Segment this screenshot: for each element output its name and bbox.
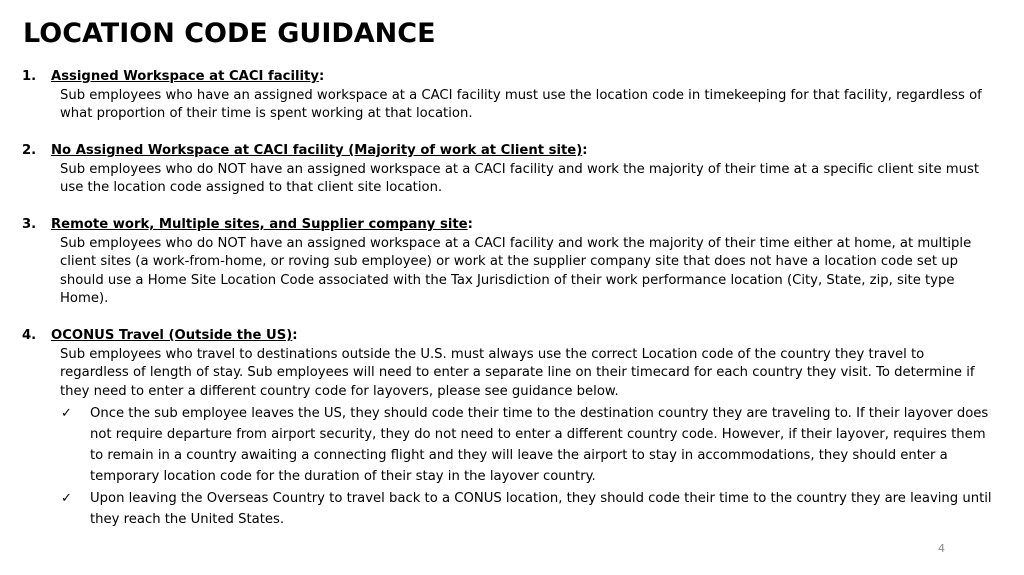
item-title-colon: : [467, 217, 473, 232]
item-title: Assigned Workspace at CACI facility [51, 69, 319, 84]
guidance-item-3 [22, 216, 992, 309]
item-body: Sub employees who have an assigned workspace at a CACI facility must use the location code in timekeeping for that facility, regardless of what proportion of their time is spent working at that location. [60, 87, 982, 121]
item-title: OCONUS Travel (Outside the US) [51, 328, 293, 343]
item-title-colon: : [318, 69, 325, 84]
sub-bullet [60, 488, 992, 530]
item-number: 1. [22, 69, 37, 84]
checkmark-icon: ✓ [61, 406, 72, 421]
sub-bullet-text: Upon leaving the Overseas Country to travel back to a CONUS location, they should code their time to the country they are leaving until they reach the United States. [90, 491, 992, 527]
guidance-item-2 [22, 142, 992, 198]
item-title: Remote work, Multiple sites, and Supplier company site [51, 217, 468, 232]
sub-bullet [60, 403, 992, 487]
item-body: Sub employees who do NOT have an assigned workspace at a CACI facility and work the majority of their time either at home, at multiple client sites (a work-from-home, or roving sub employee) or work at the supplier company site that does not have a location code set up should use a Home Site Location Code associated with the Tax Jurisdiction of their work performance location (City, State, zip, site type Home). [60, 235, 972, 306]
page-title: LOCATION CODE GUIDANCE [23, 18, 436, 49]
item-title: No Assigned Workspace at CACI facility (Majority of work at Client site) [51, 143, 583, 158]
item-heading [22, 68, 992, 87]
item-heading [22, 142, 992, 161]
item-heading [22, 327, 992, 346]
sub-bullet-list [60, 403, 992, 530]
item-title-colon: : [582, 143, 588, 158]
item-number: 3. [22, 217, 37, 232]
page-number: 4 [938, 542, 945, 555]
item-body: Sub employees who travel to destinations outside the U.S. must always use the correct Location code of the country they travel to regardless of length of stay. Sub employees will need to enter a separate line on their timecard for each country they visit. To determine if they need to enter a different country code for layovers, please see guidance below. [60, 346, 975, 399]
item-number: 4. [22, 328, 37, 343]
sub-bullet-text: Once the sub employee leaves the US, they should code their time to the destination country they are traveling to. If their layover does not require departure from airport security, they do not need to enter a different country code. However, if their layover, requires them to remain in a country awaiting a connecting flight and they will leave the airport to stay in accommodations, they should enter a temporary location code for the duration of their stay in the layover country. [90, 406, 989, 484]
guidance-item-1 [22, 68, 992, 124]
guidance-item-4 [22, 327, 992, 530]
item-body: Sub employees who do NOT have an assigned workspace at a CACI facility and work the majority of their time at a specific client site must use the location code assigned to that client site location. [60, 161, 980, 195]
checkmark-icon: ✓ [61, 491, 72, 506]
guidance-list [22, 68, 992, 531]
item-heading [22, 216, 992, 235]
item-title-colon: : [292, 328, 298, 343]
item-number: 2. [22, 143, 37, 158]
